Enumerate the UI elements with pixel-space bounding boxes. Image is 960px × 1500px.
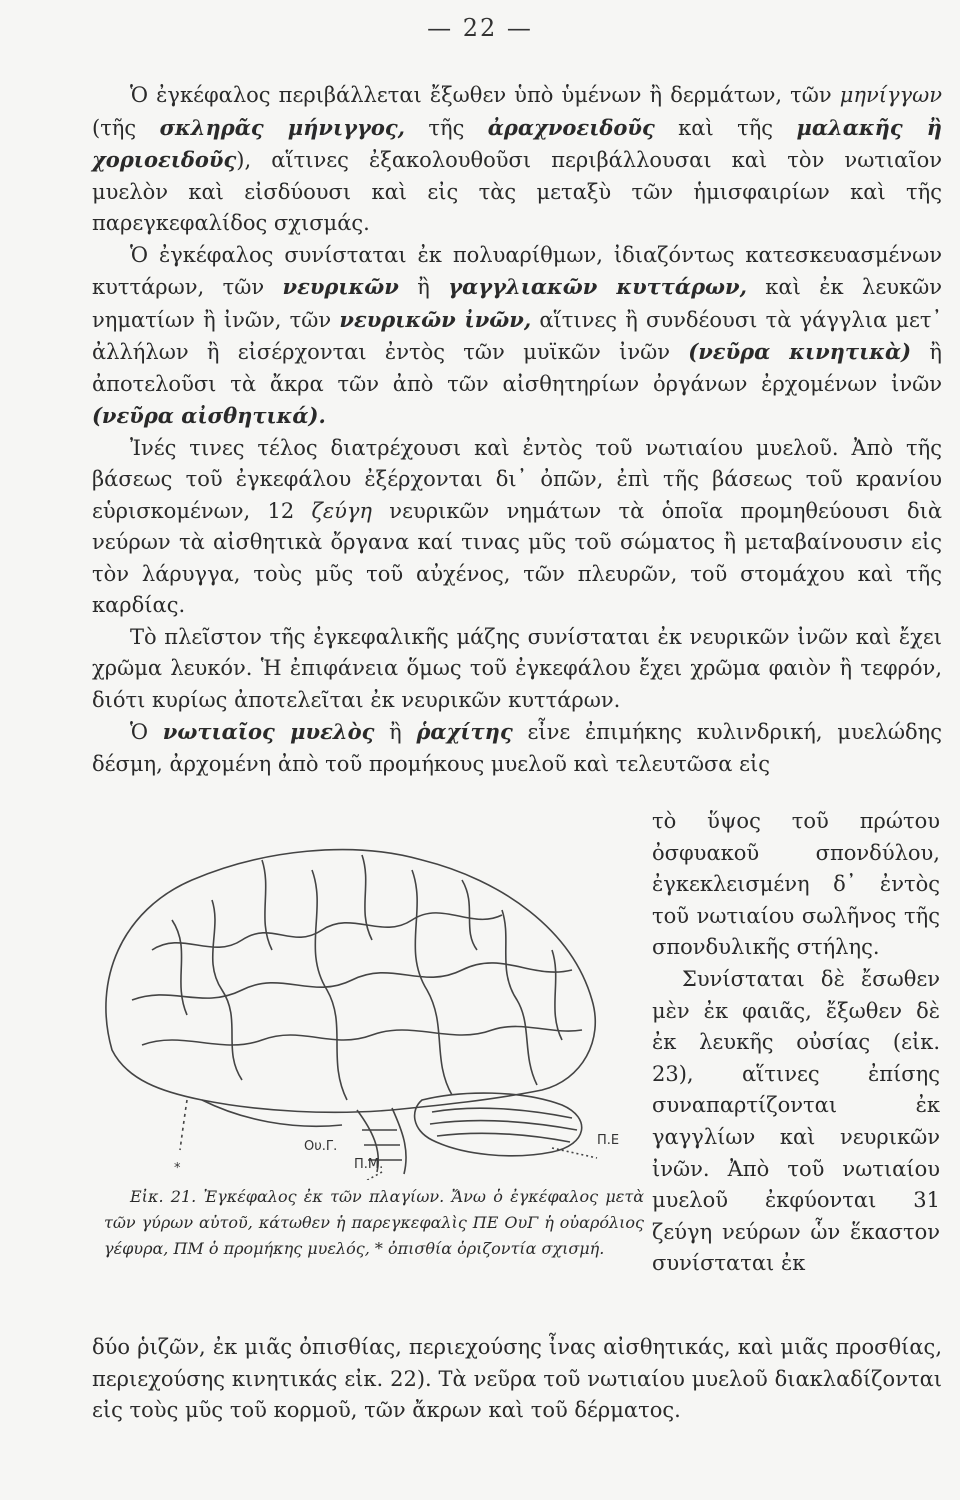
main-text-top: [92, 80, 942, 780]
text-run: καὶ τῆς: [654, 115, 797, 140]
term-nerve-fibres: νευρικῶν ἰνῶν,: [339, 306, 532, 332]
paragraph-brain-matter: Τὸ πλεῖστον τῆς ἐγκεφαλικῆς μάζης συνίσταται ἐκ νευρικῶν ἰνῶν καὶ ἔχει χρῶμα λευκόν. Ἡ ἐπιφάνεια ὅμως τοῦ ἐγκεφάλου ἔχει χρῶμα φαιὸν ἢ τεφρόν, διότι κυρίως ἀποτελεῖται ἐκ νευρικῶν κυττάρων.: [92, 624, 942, 712]
right-paragraph-2: Συνίσταται δὲ ἔσωθεν μὲν ἐκ φαιᾶς, ἔξωθεν δὲ ἐκ λευκῆς οὐσίας (εἰκ. 23), αἵτινες ἐπίσης συναπαρτίζονται ἐκ γαγγλίων καὶ νευρικῶν ἰνῶν. Ἀπὸ τοῦ νωτιαίου μυελοῦ ἐκφύονται 31 ζεύγη νεύρων ὧν ἕκαστον συνίσταται ἐκ: [652, 966, 940, 1276]
text-run: Ὁ: [130, 720, 163, 744]
term-neural: νευρικῶν: [282, 274, 399, 299]
right-paragraph-1: τὸ ὕψος τοῦ πρώτου ὀσφυακοῦ σπονδύλου, ἐγκεκλεισμένη δ᾽ ἐντὸς τοῦ νωτιαίου σωλῆνος τῆς σπονδυλικῆς στήλης.: [652, 809, 940, 960]
brain-illustration: [92, 800, 632, 1180]
text-run: εἶνε ἐπιμήκης κυλινδρική, μυελώδης δέσμη, ἀρχομένη ἀπὸ τοῦ προμήκους μυελοῦ καὶ τελευτῶσα εἰς: [92, 720, 942, 776]
text-run: ἢ ἀποτελοῦσι τὰ ἄκρα τῶν ἀπὸ τῶν αἰσθητηρίων ὀργάνων ἐρχομένων ἰνῶν: [92, 340, 942, 396]
text-run: ἢ: [398, 275, 449, 299]
main-text-bottom: [92, 1332, 942, 1427]
term-dura: σκληρᾶς μήνιγγος,: [159, 114, 405, 140]
term-arachnoid: ἀραχνοειδοῦς: [487, 114, 655, 140]
label-star: *: [174, 1161, 181, 1176]
label-PE: Π.Ε: [597, 1133, 620, 1148]
term-meninges: μηνίγγων: [839, 83, 942, 107]
text-run: νευρικῶν νημάτων τὰ ὁποῖα προμηθεύουσι διὰ νεύρων τὰ αἰσθητικὰ ὄργανα καί τινας μῦς τοῦ σώματος ἢ μεταβαίνουσιν εἰς τὸν λάρυγγα, τοὺς μῦς τοῦ αὐχένος, τῶν πλευρῶν, τοῦ στομάχου καὶ τῆς καρδίας.: [92, 498, 943, 617]
figure-caption: Εἰκ. 21. Ἐγκέφαλος ἐκ τῶν πλαγίων. Ἄνω ὁ ἐγκέφαλος μετὰ τῶν γύρων αὐτοῦ, κάτωθεν ἡ παρεγκεφαλὶς ΠΕ ΟυΓ ἡ οὐαρόλιος γέφυρα, ΠΜ ὁ προμήκης μυελός, * ὀπισθία ὁριζοντία σχισμή.: [104, 1187, 644, 1258]
paragraph-cells: [92, 240, 942, 433]
right-column-text: [652, 806, 940, 1280]
paragraph-spinal-cord: [92, 716, 942, 780]
text-run: (τῆς: [92, 115, 160, 140]
text-run: ), αἵτινες ἐξακολουθοῦσι περιβάλλουσαι καὶ τὸν νωτιαῖον μυελὸν καὶ εἰσδύουσι καὶ εἰς τὰς μεταξὺ τῶν ἡμισφαιρίων καὶ τῆς παρεγκεφαλίδος σχισμάς.: [92, 148, 942, 235]
brain-figure: [92, 800, 632, 1180]
paragraph-meninges: [92, 80, 942, 240]
paragraph-nerve-roots: δύο ῥιζῶν, ἐκ μιᾶς ὀπισθίας, περιεχούσης ἶνας αἰσθητικάς, καὶ μιᾶς προσθίας, περιεχούσης κινητικάς εἰκ. 22). Τὰ νεῦρα τοῦ νωτιαίου μυελοῦ διακλαδίζονται εἰς τοὺς μῦς τοῦ κορμοῦ, τῶν ἄκρων καὶ τοῦ δέρματος.: [92, 1335, 942, 1422]
label-ouG: Ου.Γ.: [304, 1139, 338, 1154]
term-motor-nerves: (νεῦρα κινητικὰ): [688, 339, 912, 364]
text-run: Ἰνές τινες τέλος διατρέχουσι καὶ ἐντὸς τοῦ νωτιαίου μυελοῦ. Ἀπὸ τῆς βάσεως τοῦ ἐγκεφάλου ἐξέρχονται δι᾽ ὀπῶν, ἐπὶ τῆς βάσεως τοῦ κρανίου εὑρισκομένων, 12: [92, 435, 942, 523]
term-pairs: ζεύγη: [311, 498, 373, 523]
text-run: καὶ ἐκ λευκῶν νηματίων ἢ ἰνῶν, τῶν: [92, 275, 942, 332]
label-PM: Π.Μ.: [354, 1157, 384, 1172]
term-rachites: ῥαχίτης: [416, 719, 513, 744]
text-run: Ὁ ἐγκέφαλος συνίσταται ἐκ πολυαρίθμων, ἰδιαζόντως κατεσκευασμένων κυττάρων, τῶν: [92, 242, 942, 299]
page-number: — 22 —: [427, 14, 533, 42]
text-run: αἵτινες ἢ συνδέουσι τὰ γάγγλια μετ᾽ ἀλλήλων ἢ εἰσέρχονται ἐντὸς τῶν μυϊκῶν ἰνῶν: [92, 307, 942, 364]
text-run: τῆς: [404, 115, 488, 140]
term-ganglion-cells: γαγγλιακῶν κυττάρων,: [448, 274, 747, 299]
text-run: ἢ: [374, 720, 417, 744]
term-sensory-nerves: (νεῦρα αἰσθητικά).: [92, 403, 326, 428]
term-pia: μαλακῆς ἢ χοριοειδοῦς: [92, 114, 942, 172]
text-run: Ὁ ἐγκέφαλος περιβάλλεται ἔξωθεν ὑπὸ ὑμένων ἢ δερμάτων, τῶν: [130, 83, 840, 107]
term-spinal-cord: νωτιαῖος μυελὸς: [162, 719, 375, 744]
paragraph-cranial-nerves: [92, 433, 942, 622]
